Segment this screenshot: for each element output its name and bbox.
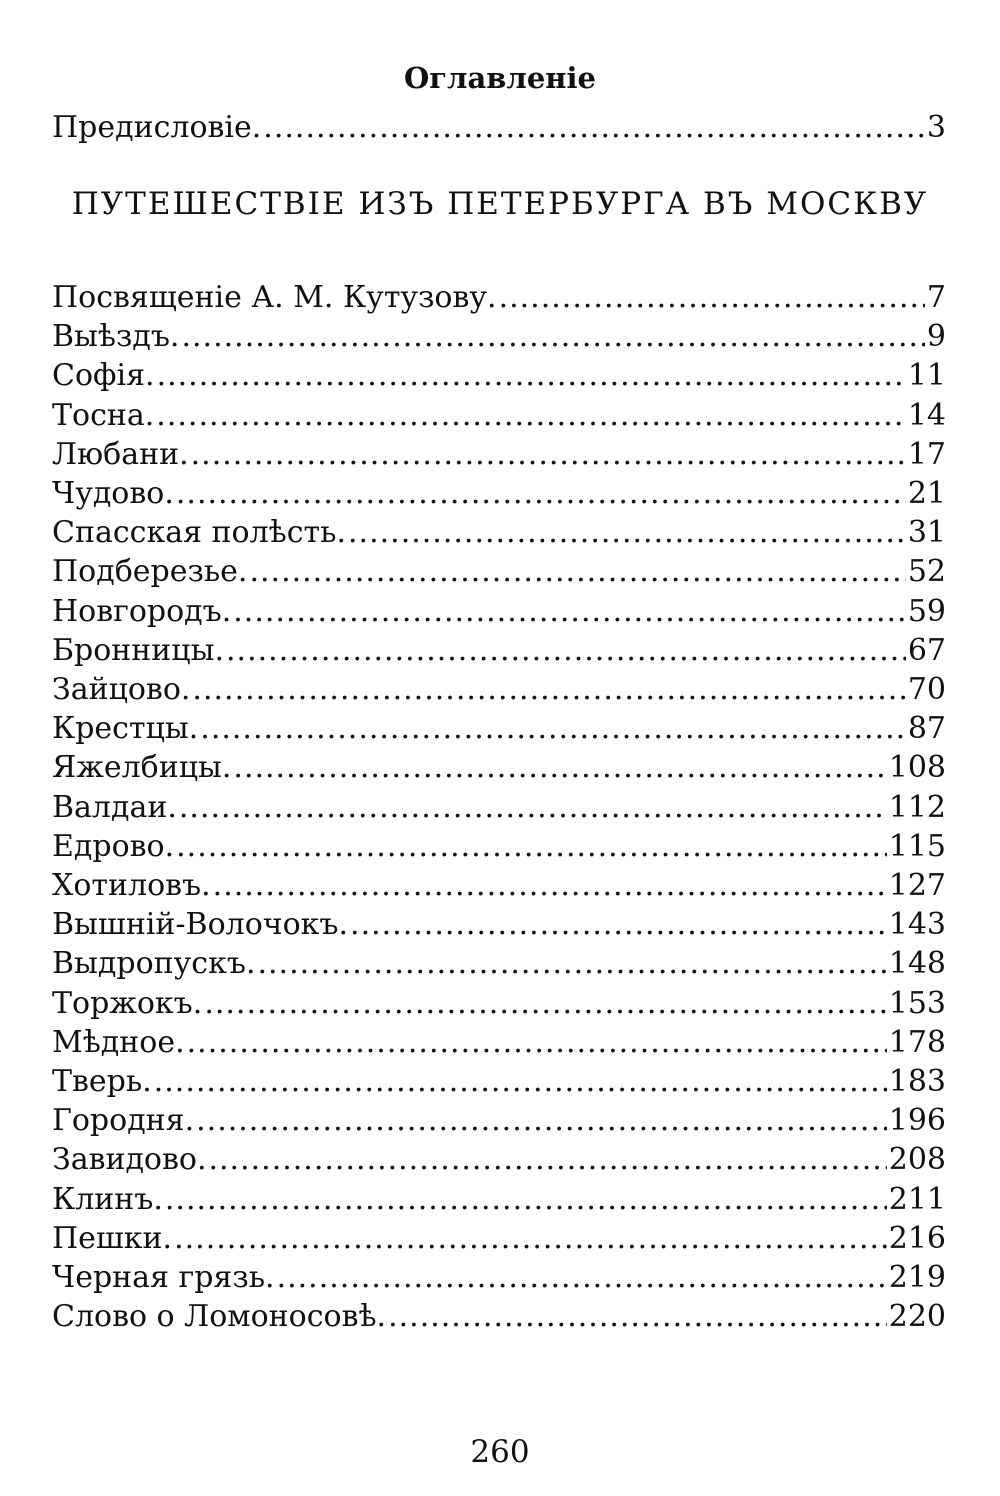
toc-entry[interactable] bbox=[52, 356, 946, 395]
dot-leader bbox=[154, 1062, 887, 1101]
toc-entry-page: 127 bbox=[888, 868, 946, 903]
toc-entry-title: Торжокъ. bbox=[52, 986, 203, 1021]
toc-entry-page: 219 bbox=[888, 1260, 946, 1295]
toc-entry-page: 67 bbox=[907, 633, 946, 668]
toc-entry-page: 17 bbox=[907, 437, 946, 472]
dot-leader bbox=[200, 709, 906, 748]
toc-entry-page: 211 bbox=[888, 1182, 946, 1217]
toc-entry-title: Новгородъ. bbox=[52, 594, 232, 629]
toc-entry-page: 11 bbox=[907, 358, 946, 393]
toc-entry-title: Черная грязь. bbox=[52, 1260, 275, 1295]
toc-entry[interactable] bbox=[52, 1258, 946, 1297]
toc-entry-title: Тверь. bbox=[52, 1064, 152, 1099]
toc-entry[interactable] bbox=[52, 513, 946, 552]
dot-leader bbox=[176, 474, 906, 513]
toc-entry[interactable] bbox=[52, 670, 946, 709]
toc-entry-page: 143 bbox=[888, 907, 946, 942]
toc-entry[interactable] bbox=[52, 1023, 946, 1062]
toc-entry-page: 108 bbox=[888, 750, 946, 785]
toc-entry[interactable] bbox=[52, 748, 946, 787]
toc-entry[interactable] bbox=[52, 474, 946, 513]
dot-leader bbox=[165, 1180, 887, 1219]
dot-leader bbox=[348, 513, 906, 552]
page-number: 260 bbox=[470, 1434, 530, 1470]
toc-entry[interactable] bbox=[52, 631, 946, 670]
toc-entry-title: Предисловіе. bbox=[52, 110, 262, 145]
dot-leader bbox=[196, 1101, 887, 1140]
dot-leader bbox=[191, 435, 906, 474]
toc-entry-page: 14 bbox=[907, 398, 946, 433]
toc-entry-page: 70 bbox=[907, 672, 946, 707]
dot-leader bbox=[156, 396, 906, 435]
toc-entry-page: 183 bbox=[888, 1064, 946, 1099]
toc-entry-page: 31 bbox=[907, 515, 946, 550]
toc-entry-title: Подберезье. bbox=[52, 554, 248, 589]
toc-entry[interactable] bbox=[52, 866, 946, 905]
toc-entry[interactable] bbox=[52, 552, 946, 591]
toc-entry[interactable] bbox=[52, 1140, 946, 1179]
toc-entry[interactable] bbox=[52, 905, 946, 944]
dot-leader bbox=[233, 592, 906, 631]
dot-leader bbox=[213, 866, 887, 905]
toc-entry-title: Крестцы. bbox=[52, 711, 199, 746]
toc-entry-title: Валдаи. bbox=[52, 790, 177, 825]
dot-leader bbox=[226, 631, 906, 670]
toc-entry-title: Зайцово. bbox=[52, 672, 191, 707]
dot-leader bbox=[277, 1258, 887, 1297]
dot-leader bbox=[233, 748, 886, 787]
toc-entry-page: 9 bbox=[926, 319, 946, 354]
toc-entry-page: 21 bbox=[907, 476, 946, 511]
toc-entry-title: Хотиловъ. bbox=[52, 868, 211, 903]
dot-leader bbox=[249, 552, 905, 591]
toc-entry-title: Любани. bbox=[52, 437, 189, 472]
toc-entry-title: Едрово. bbox=[52, 829, 175, 864]
toc-entry-title: Бронницы. bbox=[52, 633, 225, 668]
page-title: Оглавленіе bbox=[403, 61, 596, 95]
toc-entry[interactable] bbox=[52, 1101, 946, 1140]
dot-leader bbox=[257, 944, 886, 983]
toc-entry-page: 112 bbox=[888, 790, 946, 825]
toc-entry[interactable] bbox=[52, 278, 946, 317]
toc-entry-title: Мѣдное. bbox=[52, 1025, 185, 1060]
toc-entry[interactable] bbox=[52, 435, 946, 474]
dot-leader bbox=[350, 905, 887, 944]
toc-entry[interactable] bbox=[52, 984, 946, 1023]
toc-entry-title: Тосна. bbox=[52, 398, 155, 433]
toc-entry-page: 153 bbox=[888, 986, 946, 1021]
toc-entry-page: 3 bbox=[926, 110, 946, 145]
toc-entry-page: 216 bbox=[888, 1221, 946, 1256]
toc-entry-title: Вышній-Волочокъ. bbox=[52, 907, 349, 942]
toc-entry-title: Выѣздъ. bbox=[52, 319, 180, 354]
toc-entry[interactable] bbox=[52, 1219, 946, 1258]
dot-leader bbox=[187, 1023, 887, 1062]
toc-entry-title: Пешки. bbox=[52, 1221, 173, 1256]
toc-entry-title: Завидово. bbox=[52, 1142, 207, 1177]
toc-entry-page: 87 bbox=[907, 711, 946, 746]
toc-entry-page: 115 bbox=[888, 829, 946, 864]
dot-leader bbox=[157, 356, 906, 395]
dot-leader bbox=[176, 827, 887, 866]
toc-entry-title: Посвященіе А. М. Кутузову. bbox=[52, 280, 497, 315]
toc-entry-page: 52 bbox=[907, 554, 946, 589]
toc-entry[interactable] bbox=[52, 944, 946, 983]
dot-leader bbox=[181, 317, 924, 356]
toc-entry-title: Клинъ. bbox=[52, 1182, 163, 1217]
toc-entry[interactable] bbox=[52, 592, 946, 631]
toc-entry-page: 178 bbox=[888, 1025, 946, 1060]
toc-entry-title: Городня. bbox=[52, 1103, 195, 1138]
toc-entry-page: 59 bbox=[907, 594, 946, 629]
toc-entry[interactable] bbox=[52, 1297, 946, 1336]
dot-leader bbox=[499, 278, 925, 317]
toc-entry-page: 7 bbox=[926, 280, 946, 315]
toc-entry[interactable] bbox=[52, 709, 946, 748]
dot-leader bbox=[179, 788, 887, 827]
toc-entry-title: Софія. bbox=[52, 358, 155, 393]
toc-entry[interactable] bbox=[52, 1180, 946, 1219]
dot-leader bbox=[174, 1219, 887, 1258]
toc-entry-title: Яжелбицы. bbox=[52, 750, 232, 785]
toc-entry-title: Слово о Ломоносовѣ. bbox=[52, 1299, 387, 1334]
dot-leader bbox=[208, 1140, 886, 1179]
dot-leader bbox=[192, 670, 905, 709]
toc-entry-title: Спасская полѣсть. bbox=[52, 515, 347, 550]
toc-entry-page: 220 bbox=[888, 1299, 946, 1334]
toc-entry-title: Чудово. bbox=[52, 476, 174, 511]
toc-entry-page: 196 bbox=[888, 1103, 946, 1138]
toc-entry-page: 208 bbox=[888, 1142, 946, 1177]
toc-entry[interactable] bbox=[52, 396, 946, 435]
toc-entry-page: 148 bbox=[888, 946, 946, 981]
toc-entry-title: Выдропускъ. bbox=[52, 946, 256, 981]
toc-entry[interactable] bbox=[52, 827, 946, 866]
toc-entry[interactable] bbox=[52, 1062, 946, 1101]
section-title: ПУТЕШЕСТВІЕ ИЗЪ ПЕТЕРБУРГА ВЪ МОСКВУ bbox=[71, 186, 929, 222]
toc-entry[interactable] bbox=[52, 788, 946, 827]
toc-entry[interactable] bbox=[52, 317, 946, 356]
dot-leader bbox=[388, 1297, 887, 1336]
dot-leader bbox=[204, 984, 886, 1023]
